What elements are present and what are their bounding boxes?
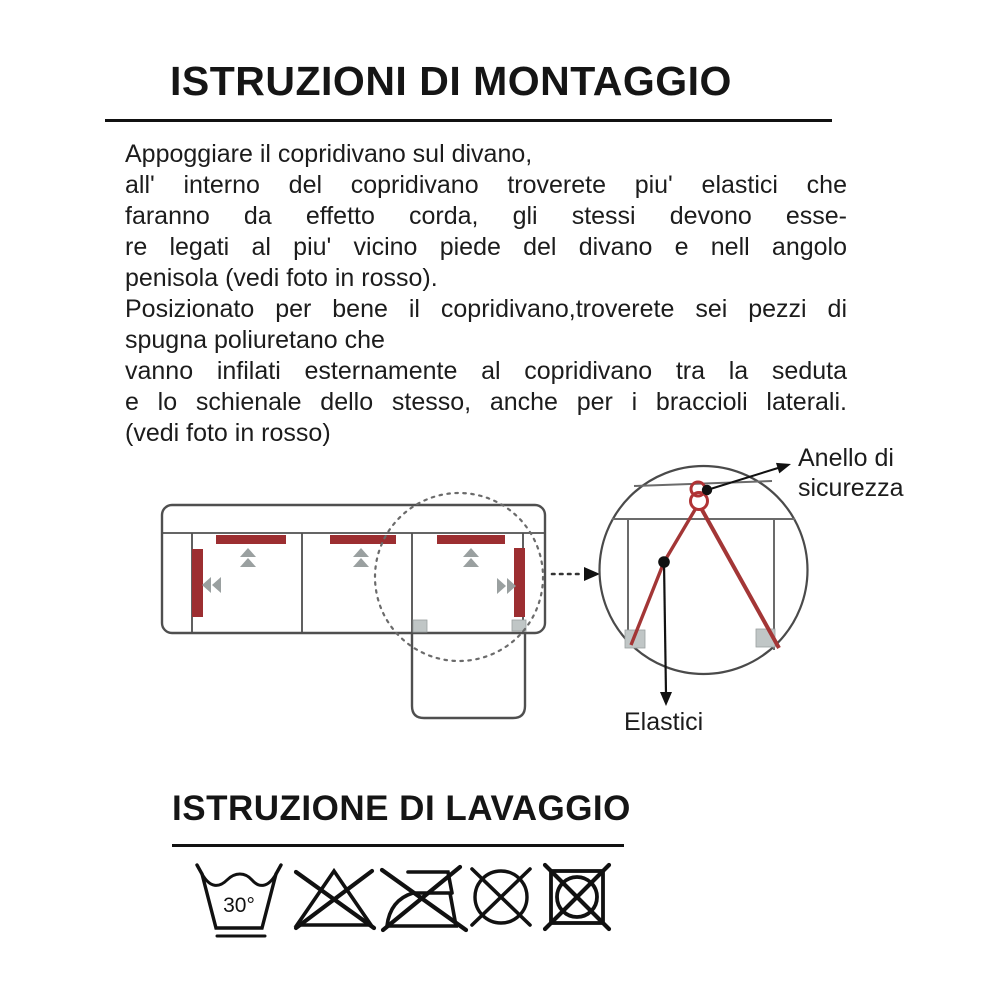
sponge-strip-red-bar: [437, 535, 505, 544]
instruction-line: penisola (vedi foto in rosso).: [125, 264, 438, 292]
sponge-strip-red-bar: [514, 548, 525, 617]
instruction-line: Appoggiare il copridivano sul divano,: [125, 140, 533, 168]
elastics-label: Elastici: [624, 708, 704, 736]
instruction-line: re legati al piu' vicino piede del divano e nell angolo: [125, 233, 847, 261]
do-not-bleach-icon: [296, 871, 374, 928]
wash-temperature-value: 30°: [223, 894, 255, 917]
zoom-arrow-icon: [552, 567, 600, 581]
instruction-line: spugna poliuretano che: [125, 326, 385, 354]
assembly-title-divider: [105, 119, 832, 122]
instruction-line: e lo schienale dello stesso, anche per i braccioli laterali.: [125, 388, 847, 416]
safety-ring-label: Anello di sicurezza: [798, 444, 904, 502]
sofa-foot-square: [413, 620, 427, 632]
instruction-line: all' interno del copridivano troverete piu' elastici che: [125, 171, 847, 199]
instruction-line: (vedi foto in rosso): [125, 419, 331, 447]
assembly-instructions-paragraph: [125, 139, 847, 449]
sponge-strip-red-bar: [216, 535, 286, 544]
instruction-line: Posizionato per bene il copridivano,troverete sei pezzi di: [125, 295, 847, 323]
do-not-tumble-dry-icon: [545, 865, 609, 929]
detail-circle-diagram: [600, 463, 808, 706]
washing-title-divider: [172, 844, 624, 847]
do-not-iron-icon: [382, 867, 466, 930]
instruction-line: vanno infilati esternamente al copridivano tra la seduta: [125, 357, 847, 385]
washing-section-title: ISTRUZIONE DI LAVAGGIO: [172, 789, 631, 828]
laundry-care-symbols: [190, 858, 622, 950]
do-not-dry-clean-icon: [472, 869, 530, 925]
assembly-section-title: ISTRUZIONI DI MONTAGGIO: [170, 58, 732, 104]
sponge-strip-red-bar: [192, 549, 203, 617]
instruction-line: faranno da effetto corda, gli stessi devono esse-: [125, 202, 847, 230]
handwash-30-icon: [197, 865, 281, 936]
